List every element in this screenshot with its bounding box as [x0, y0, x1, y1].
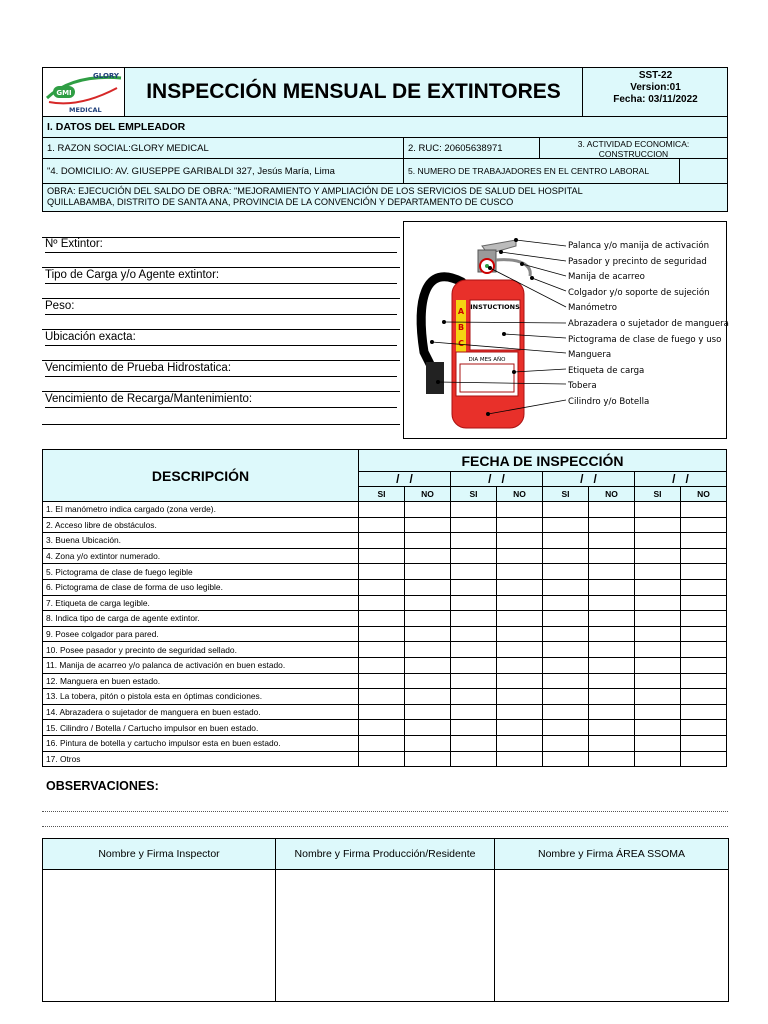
check-si-14-1[interactable]: [358, 704, 405, 721]
check-si-3-1[interactable]: [358, 532, 405, 549]
check-no-10-1[interactable]: [404, 641, 451, 658]
legend-item-6: Abrazadera o sujetador de manguera: [568, 319, 729, 329]
signature-box-3[interactable]: [494, 869, 729, 1002]
check-no-12-1[interactable]: [404, 673, 451, 690]
observation-line-1[interactable]: [42, 811, 728, 812]
check-no-4-4[interactable]: [680, 548, 727, 565]
check-si-10-1[interactable]: [358, 641, 405, 658]
inspection-item-10: 10. Posee pasador y precinto de seguridad sellado.: [42, 641, 359, 658]
abc-letter-b: B: [457, 323, 465, 332]
check-no-13-2[interactable]: [496, 688, 543, 705]
check-si-16-2[interactable]: [450, 735, 497, 752]
logo-bottom-text: MEDICAL: [69, 106, 102, 114]
check-si-7-4[interactable]: [634, 595, 681, 612]
si-header: SI: [450, 486, 497, 502]
check-si-7-1[interactable]: [358, 595, 405, 612]
check-si-17-1[interactable]: [358, 751, 405, 768]
check-no-9-2[interactable]: [496, 626, 543, 643]
check-si-1-4[interactable]: [634, 501, 681, 518]
check-no-17-4[interactable]: [680, 751, 727, 768]
ruc: 2. RUC: 20605638971: [403, 137, 540, 159]
abc-letter-c: C: [458, 339, 464, 348]
page-title: INSPECCIÓN MENSUAL DE EXTINTORES: [125, 68, 583, 116]
check-si-2-4[interactable]: [634, 517, 681, 534]
inspection-item-5: 5. Pictograma de clase de fuego legible: [42, 563, 359, 580]
numero-trabajadores-value[interactable]: [679, 158, 728, 184]
check-si-4-4[interactable]: [634, 548, 681, 565]
check-no-14-2[interactable]: [496, 704, 543, 721]
domicilio: "4. DOMICILIO: AV. GIUSEPPE GARIBALDI 327, Jesús María, Lima: [42, 158, 404, 184]
legend-item-5: Manómetro: [568, 303, 618, 314]
inspection-item-15: 15. Cilindro / Botella / Cartucho impulsor en buen estado.: [42, 719, 359, 736]
field-input-5[interactable]: [42, 377, 400, 393]
check-si-2-3[interactable]: [542, 517, 589, 534]
document-code: SST-22: [638, 70, 673, 81]
check-si-11-3[interactable]: [542, 657, 589, 674]
check-si-9-3[interactable]: [542, 626, 589, 643]
signature-box-2[interactable]: [275, 869, 495, 1002]
check-no-10-3[interactable]: [588, 641, 635, 658]
si-header: SI: [542, 486, 589, 502]
inspection-date-1[interactable]: / /: [358, 471, 451, 487]
check-no-1-4[interactable]: [680, 501, 727, 518]
check-no-2-1[interactable]: [404, 517, 451, 534]
field-label-2: Tipo de Carga y/o Agente extintor:: [45, 268, 397, 284]
inspection-item-16: 16. Pintura de botella y cartucho impulsor esta en buen estado.: [42, 735, 359, 752]
check-si-15-1[interactable]: [358, 719, 405, 736]
inspection-item-13: 13. La tobera, pitón o pistola esta en óptimas condiciones.: [42, 688, 359, 705]
check-no-6-4[interactable]: [680, 579, 727, 596]
check-no-15-1[interactable]: [404, 719, 451, 736]
check-no-15-4[interactable]: [680, 719, 727, 736]
check-no-5-3[interactable]: [588, 563, 635, 580]
actividad-value: CONSTRUCCION: [598, 149, 669, 159]
check-no-15-2[interactable]: [496, 719, 543, 736]
check-si-16-1[interactable]: [358, 735, 405, 752]
actividad-label: 3. ACTIVIDAD ECONOMICA:: [577, 139, 690, 149]
inspection-item-12: 12. Manguera en buen estado.: [42, 673, 359, 690]
check-no-5-1[interactable]: [404, 563, 451, 580]
inspection-item-4: 4. Zona y/o extintor numerado.: [42, 548, 359, 565]
check-si-4-1[interactable]: [358, 548, 405, 565]
check-no-10-2[interactable]: [496, 641, 543, 658]
check-si-5-3[interactable]: [542, 563, 589, 580]
check-si-7-2[interactable]: [450, 595, 497, 612]
check-si-6-3[interactable]: [542, 579, 589, 596]
check-no-15-3[interactable]: [588, 719, 635, 736]
check-si-8-1[interactable]: [358, 610, 405, 627]
check-no-6-3[interactable]: [588, 579, 635, 596]
date-header: FECHA DE INSPECCIÓN: [358, 449, 727, 472]
check-si-9-1[interactable]: [358, 626, 405, 643]
legend-item-11: Cilindro y/o Botella: [568, 397, 650, 407]
check-no-8-1[interactable]: [404, 610, 451, 627]
check-no-14-3[interactable]: [588, 704, 635, 721]
check-no-10-4[interactable]: [680, 641, 727, 658]
check-si-9-4[interactable]: [634, 626, 681, 643]
legend-item-3: Manija de acarreo: [568, 272, 645, 283]
si-header: SI: [358, 486, 405, 502]
field-label-5: Vencimiento de Prueba Hidrostatica:: [45, 361, 397, 377]
inspection-item-11: 11. Manija de acarreo y/o palanca de activación en buen estado.: [42, 657, 359, 674]
obra-line-2: QUILLABAMBA, DISTRITO DE SANTA ANA, PROVINCIA DE LA CONVENCIÓN Y DEPARTAMENTO DE CUSCO: [47, 197, 514, 207]
check-no-9-1[interactable]: [404, 626, 451, 643]
si-header: SI: [634, 486, 681, 502]
signature-box-1[interactable]: [42, 869, 276, 1002]
extinguisher-diagram: [403, 221, 727, 439]
check-si-17-2[interactable]: [450, 751, 497, 768]
check-no-13-1[interactable]: [404, 688, 451, 705]
check-si-9-2[interactable]: [450, 626, 497, 643]
document-date: Fecha: 03/11/2022: [613, 94, 698, 105]
check-no-1-3[interactable]: [588, 501, 635, 518]
check-si-16-4[interactable]: [634, 735, 681, 752]
check-si-3-2[interactable]: [450, 532, 497, 549]
check-no-17-2[interactable]: [496, 751, 543, 768]
check-si-12-3[interactable]: [542, 673, 589, 690]
check-si-17-3[interactable]: [542, 751, 589, 768]
field-label-4: Ubicación exacta:: [45, 330, 397, 346]
check-no-3-2[interactable]: [496, 532, 543, 549]
check-si-1-1[interactable]: [358, 501, 405, 518]
check-si-1-3[interactable]: [542, 501, 589, 518]
check-no-6-2[interactable]: [496, 579, 543, 596]
check-si-3-4[interactable]: [634, 532, 681, 549]
check-si-13-2[interactable]: [450, 688, 497, 705]
check-no-6-1[interactable]: [404, 579, 451, 596]
field-input-6[interactable]: [42, 408, 400, 424]
check-no-14-4[interactable]: [680, 704, 727, 721]
check-no-4-2[interactable]: [496, 548, 543, 565]
check-no-9-3[interactable]: [588, 626, 635, 643]
check-no-12-3[interactable]: [588, 673, 635, 690]
check-no-8-4[interactable]: [680, 610, 727, 627]
observations-label: OBSERVACIONES:: [46, 779, 159, 793]
check-no-16-1[interactable]: [404, 735, 451, 752]
field-label-6: Vencimiento de Recarga/Mantenimiento:: [45, 392, 397, 408]
check-si-14-4[interactable]: [634, 704, 681, 721]
check-si-16-3[interactable]: [542, 735, 589, 752]
check-si-2-2[interactable]: [450, 517, 497, 534]
check-si-14-2[interactable]: [450, 704, 497, 721]
observation-line-2[interactable]: [42, 826, 728, 827]
no-header: NO: [588, 486, 635, 502]
inspection-item-14: 14. Abrazadera o sujetador de manguera en buen estado.: [42, 704, 359, 721]
field-input-2[interactable]: [42, 284, 400, 300]
check-si-6-4[interactable]: [634, 579, 681, 596]
check-no-2-3[interactable]: [588, 517, 635, 534]
signature-header-1: Nombre y Firma Inspector: [42, 838, 276, 870]
inspection-item-9: 9. Posee colgador para pared.: [42, 626, 359, 643]
check-no-14-1[interactable]: [404, 704, 451, 721]
inspection-item-2: 2. Acceso libre de obstáculos.: [42, 517, 359, 534]
check-si-1-2[interactable]: [450, 501, 497, 518]
check-si-10-3[interactable]: [542, 641, 589, 658]
glory-medical-logo-icon: [43, 68, 125, 116]
check-no-17-1[interactable]: [404, 751, 451, 768]
check-no-16-4[interactable]: [680, 735, 727, 752]
check-si-8-4[interactable]: [634, 610, 681, 627]
check-si-3-3[interactable]: [542, 532, 589, 549]
logo-mark-text: GMI: [56, 89, 72, 97]
check-si-10-4[interactable]: [634, 641, 681, 658]
numero-trabajadores: 5. NUMERO DE TRABAJADORES EN EL CENTRO LABORAL: [403, 158, 680, 184]
check-si-11-2[interactable]: [450, 657, 497, 674]
inspection-item-1: 1. El manómetro indica cargado (zona verde).: [42, 501, 359, 518]
check-si-8-3[interactable]: [542, 610, 589, 627]
check-no-5-4[interactable]: [680, 563, 727, 580]
check-si-13-3[interactable]: [542, 688, 589, 705]
inspection-item-8: 8. Indica tipo de carga de agente extintor.: [42, 610, 359, 627]
check-si-17-4[interactable]: [634, 751, 681, 768]
no-header: NO: [680, 486, 727, 502]
check-no-5-2[interactable]: [496, 563, 543, 580]
check-si-11-4[interactable]: [634, 657, 681, 674]
check-si-15-2[interactable]: [450, 719, 497, 736]
check-si-10-2[interactable]: [450, 641, 497, 658]
check-no-2-2[interactable]: [496, 517, 543, 534]
check-no-7-1[interactable]: [404, 595, 451, 612]
check-no-16-3[interactable]: [588, 735, 635, 752]
no-header: NO: [404, 486, 451, 502]
check-no-11-2[interactable]: [496, 657, 543, 674]
check-no-4-3[interactable]: [588, 548, 635, 565]
check-no-2-4[interactable]: [680, 517, 727, 534]
document-code-block: [583, 70, 728, 116]
legend-item-7: Pictograma de clase de fuego y uso: [568, 334, 722, 345]
check-no-11-3[interactable]: [588, 657, 635, 674]
inspection-item-6: 6. Pictograma de clase de forma de uso legible.: [42, 579, 359, 596]
razon-social: 1. RAZON SOCIAL:GLORY MEDICAL: [42, 137, 404, 159]
check-si-2-1[interactable]: [358, 517, 405, 534]
signature-header-3: Nombre y Firma ÁREA SSOMA: [494, 838, 729, 870]
check-si-12-4[interactable]: [634, 673, 681, 690]
check-no-8-3[interactable]: [588, 610, 635, 627]
check-no-7-4[interactable]: [680, 595, 727, 612]
check-no-4-1[interactable]: [404, 548, 451, 565]
legend-item-10: Tobera: [568, 381, 597, 392]
check-no-1-2[interactable]: [496, 501, 543, 518]
check-no-13-3[interactable]: [588, 688, 635, 705]
check-si-14-3[interactable]: [542, 704, 589, 721]
check-no-7-3[interactable]: [588, 595, 635, 612]
check-si-5-1[interactable]: [358, 563, 405, 580]
legend-item-1: Palanca y/o manija de activación: [568, 241, 710, 251]
check-si-15-3[interactable]: [542, 719, 589, 736]
check-no-11-1[interactable]: [404, 657, 451, 674]
check-si-5-4[interactable]: [634, 563, 681, 580]
check-si-8-2[interactable]: [450, 610, 497, 627]
check-no-7-2[interactable]: [496, 595, 543, 612]
inspection-item-17: 17. Otros: [42, 751, 359, 768]
description-header: DESCRIPCIÓN: [42, 449, 359, 502]
check-si-13-1[interactable]: [358, 688, 405, 705]
legend-item-2: Pasador y precinto de seguridad: [568, 256, 707, 267]
inspection-item-3: 3. Buena Ubicación.: [42, 532, 359, 549]
section-title-employer: I. DATOS DEL EMPLEADOR: [42, 116, 728, 138]
abc-letter-a: A: [457, 307, 465, 316]
legend-item-9: Etiqueta de carga: [568, 365, 645, 376]
check-si-5-2[interactable]: [450, 563, 497, 580]
check-si-7-3[interactable]: [542, 595, 589, 612]
inspection-date-4[interactable]: / /: [634, 471, 727, 487]
no-header: NO: [496, 486, 543, 502]
check-si-15-4[interactable]: [634, 719, 681, 736]
check-si-6-1[interactable]: [358, 579, 405, 596]
inspection-date-3[interactable]: / /: [542, 471, 635, 487]
check-no-8-2[interactable]: [496, 610, 543, 627]
check-no-11-4[interactable]: [680, 657, 727, 674]
check-no-12-2[interactable]: [496, 673, 543, 690]
field-label-1: Nº Extintor:: [45, 237, 397, 253]
check-si-4-3[interactable]: [542, 548, 589, 565]
field-input-4[interactable]: [42, 346, 400, 362]
legend-item-8: Manguera: [568, 350, 612, 361]
date-label: DIA MES AÑO: [468, 357, 506, 363]
fire-extinguisher-icon: [404, 222, 726, 438]
field-label-3: Peso:: [45, 299, 397, 315]
document-version: Version:01: [630, 82, 681, 93]
check-no-3-3[interactable]: [588, 532, 635, 549]
check-no-9-4[interactable]: [680, 626, 727, 643]
logo: [43, 68, 125, 116]
check-si-13-4[interactable]: [634, 688, 681, 705]
actividad-economica: [539, 137, 728, 159]
check-no-3-1[interactable]: [404, 532, 451, 549]
check-no-13-4[interactable]: [680, 688, 727, 705]
field-input-1[interactable]: [42, 253, 400, 269]
obra-description: [42, 183, 728, 212]
check-no-3-4[interactable]: [680, 532, 727, 549]
field-input-3[interactable]: [42, 315, 400, 331]
logo-top-text: GLORY: [93, 72, 119, 80]
instructions-label: INSTUCTIONS: [470, 303, 520, 311]
check-no-1-1[interactable]: [404, 501, 451, 518]
inspection-date-2[interactable]: / /: [450, 471, 543, 487]
check-si-4-2[interactable]: [450, 548, 497, 565]
legend-item-4: Colgador y/o soporte de sujeción: [568, 287, 710, 298]
check-si-6-2[interactable]: [450, 579, 497, 596]
check-si-12-2[interactable]: [450, 673, 497, 690]
signature-header-2: Nombre y Firma Producción/Residente: [275, 838, 495, 870]
check-no-17-3[interactable]: [588, 751, 635, 768]
check-no-16-2[interactable]: [496, 735, 543, 752]
inspection-item-7: 7. Etiqueta de carga legible.: [42, 595, 359, 612]
obra-line-1: OBRA: EJECUCIÓN DEL SALDO DE OBRA: "MEJORAMIENTO Y AMPLIACIÓN DE LOS SERVICIOS DE SALUD DEL HOSPITAL: [47, 186, 583, 196]
check-no-12-4[interactable]: [680, 673, 727, 690]
check-si-11-1[interactable]: [358, 657, 405, 674]
check-si-12-1[interactable]: [358, 673, 405, 690]
